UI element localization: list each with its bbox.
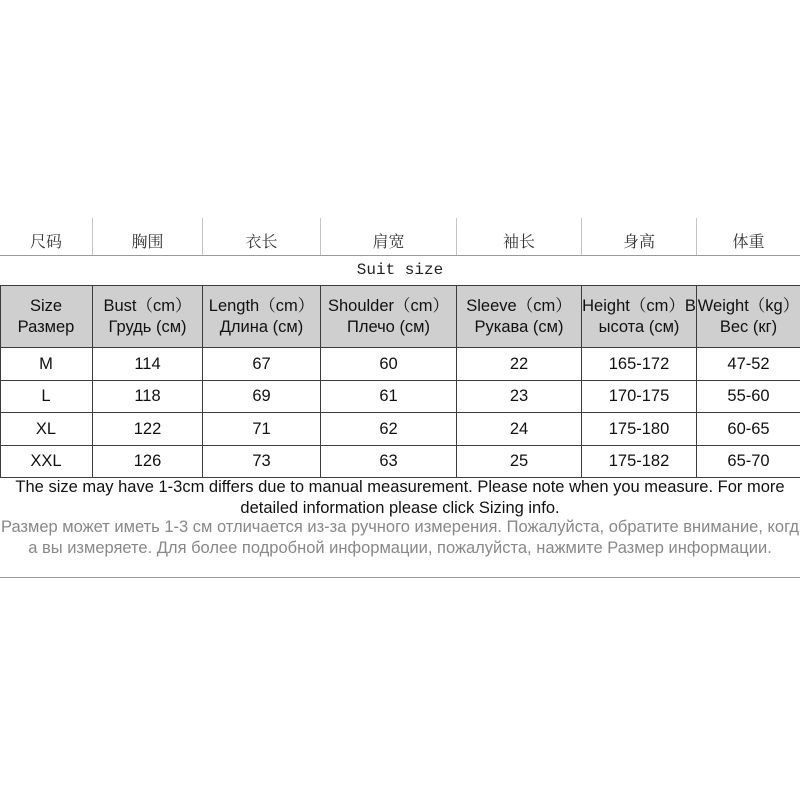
header-label-en: Shoulder（cm） — [327, 296, 450, 315]
header-label-ru: Вес (кг) — [719, 317, 778, 336]
russian-note-text: а вы измеряете. Для более подробной информации, пожалуйста, нажмите Размер информации. — [28, 538, 772, 557]
header-cell-size — [0, 286, 93, 348]
header-cell-length — [203, 286, 321, 348]
sleeve-cell: 22 — [457, 348, 582, 381]
table-row — [0, 446, 800, 478]
header-label-ru: Плечо (см) — [346, 317, 431, 336]
length-cell: 73 — [203, 446, 321, 478]
header-zh-weight: 体重 — [732, 232, 765, 251]
table-title: Suit size — [356, 261, 444, 279]
weight-cell: 65-70 — [697, 446, 800, 478]
chinese-header-row — [0, 218, 800, 255]
header-label-en: Bust（cm） — [103, 296, 192, 315]
size-cell: XXL — [0, 446, 93, 478]
header-label-ru: ысота (см) — [598, 317, 680, 336]
size-cell: M — [0, 348, 93, 381]
english-note — [0, 477, 800, 518]
bottom-divider — [0, 577, 800, 578]
header-zh-size: 尺码 — [0, 218, 93, 255]
header-label-ru: Длина (см) — [219, 317, 304, 336]
size-table — [0, 285, 800, 478]
header-label-en: Sleeve（cm） — [466, 296, 572, 315]
english-note-line — [0, 477, 800, 498]
header-cell-shoulder — [321, 286, 457, 348]
height-cell: 170-175 — [582, 381, 697, 413]
length-cell: 67 — [203, 348, 321, 381]
header-zh-sleeve: 袖长 — [457, 218, 582, 255]
header-cell-height — [582, 286, 697, 348]
table-row — [0, 413, 800, 446]
header-label-en: Height（cm）В — [582, 296, 696, 315]
russian-note-text: Размер может иметь 1-3 см отличается из-за ручного измерения. Пожалуйста, обратите внимание, когд — [0, 518, 800, 536]
header-cell-weight — [697, 286, 800, 348]
shoulder-cell: 62 — [321, 413, 457, 446]
header-zh-length: 衣长 — [203, 218, 321, 255]
header-label-ru: Размер — [17, 317, 75, 336]
russian-note-line — [0, 538, 800, 559]
shoulder-cell: 61 — [321, 381, 457, 413]
header-cell-sleeve — [457, 286, 582, 348]
sleeve-cell: 24 — [457, 413, 582, 446]
height-cell: 175-182 — [582, 446, 697, 478]
weight-cell: 55-60 — [697, 381, 800, 413]
header-zh-height: 身高 — [582, 218, 697, 255]
bust-cell: 118 — [93, 381, 203, 413]
sleeve-cell: 25 — [457, 446, 582, 478]
bust-cell: 122 — [93, 413, 203, 446]
english-note-text: The size may have 1-3cm differs due to manual measurement. Please note when you measure. For more — [15, 478, 785, 496]
header-label-en: Size — [29, 296, 63, 315]
size-cell: L — [0, 381, 93, 413]
weight-cell: 47-52 — [697, 348, 800, 381]
header-label-en: Length（cm） — [208, 296, 315, 315]
bust-cell: 114 — [93, 348, 203, 381]
size-cell: XL — [0, 413, 93, 446]
english-note-line — [0, 498, 800, 519]
shoulder-cell: 63 — [321, 446, 457, 478]
russian-note-line — [0, 517, 800, 538]
shoulder-cell: 60 — [321, 348, 457, 381]
table-header-row — [0, 286, 800, 348]
length-cell: 69 — [203, 381, 321, 413]
header-label-ru: Грудь (см) — [108, 317, 187, 336]
russian-note — [0, 517, 800, 558]
header-label-en: Weight（kg） — [697, 296, 800, 315]
header-zh-bust: 胸围 — [93, 218, 203, 255]
length-cell: 71 — [203, 413, 321, 446]
table-row — [0, 381, 800, 413]
table-row — [0, 348, 800, 381]
header-zh-shoulder: 肩宽 — [321, 218, 457, 255]
weight-cell: 60-65 — [697, 413, 800, 446]
height-cell: 175-180 — [582, 413, 697, 446]
english-note-text: detailed information please click Sizing info. — [240, 498, 560, 517]
header-label-ru: Рукава (см) — [474, 317, 564, 336]
sleeve-cell: 23 — [457, 381, 582, 413]
height-cell: 165-172 — [582, 348, 697, 381]
bust-cell: 126 — [93, 446, 203, 478]
header-cell-bust — [93, 286, 203, 348]
